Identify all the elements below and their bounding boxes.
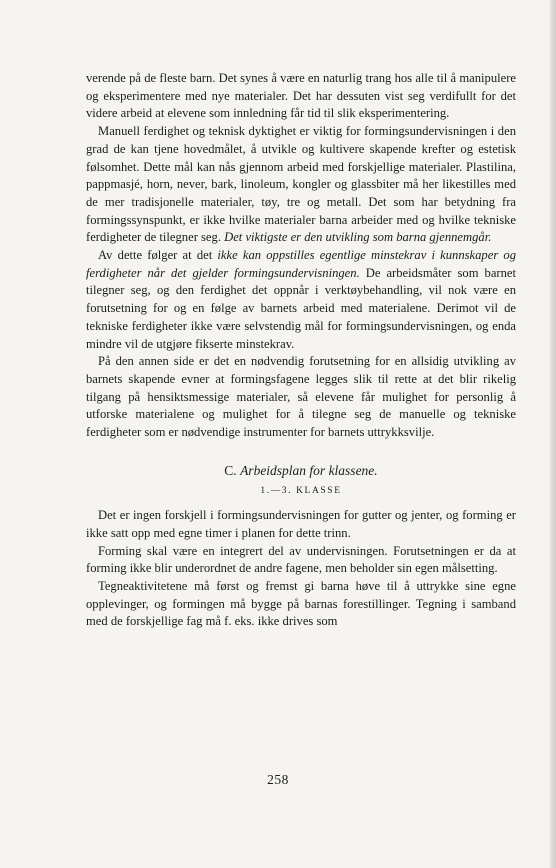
paragraph-3-text-a: Av dette følger at det (98, 248, 218, 263)
scan-edge-shadow (550, 0, 556, 868)
paragraph-1 (86, 70, 516, 123)
paragraph-6 (86, 543, 516, 578)
section-subheading: 1.—3. KLASSE (260, 486, 342, 497)
paragraph-2 (86, 123, 516, 247)
body-text (86, 70, 516, 631)
paragraph-3-text-b: De arbeidsmåter som barnet tilegner seg, og den ferdighet det oppnår i verktøybehandling, vil nok være en forutsetning for og en følge av barnets arbeid med materialene. Derimot vil de tekniske ferdigheter ikke være selvstendig mål for formingsundervisningen, og enda mindre vil de utgjøre fikserte minstekrav. (86, 265, 516, 351)
paragraph-7-text: Tegneaktivitetene må først og fremst gi barna høve til å uttrykke sine egne opplevinger, og formingen må bygge på barnas forestillinger. Tegning i samband med de forskjellige fag må f. eks. ikke drives som (86, 578, 516, 629)
section-heading-title: Arbeidsplan for klassene. (240, 462, 378, 478)
paragraph-1-text: verende på de fleste barn. Det synes å være en naturlig trang hos alle til å manipulere og eksperimentere med nye materialer. Det har dessuten vist seg verdifullt for det videre arbeid at elevene som innledning får tid til slik eksperimentering. (86, 71, 516, 121)
section-heading (86, 462, 516, 480)
paragraph-7 (86, 578, 516, 631)
paragraph-2-text: Manuell ferdighet og teknisk dyktighet er viktig for formingsundervisningen i den grad de kan tjene hovedmålet, å utvikle og kultivere skapende krefter og estetisk følsomhet. Dette mål kan nås gjennom arbeid med forskjellige materialer. Plastilina, pappmasjé, horn, never, bark, linoleum, kongler og glassbiter må her likestilles med de mer tradisjonelle materialer, tøy, tre og metall. Det som har betydning fra formingssynspunkt, er ikke hvilke materialer barna arbeider med og hvilke tekniske ferdigheter de tilegner seg. (86, 124, 516, 245)
section-heading-prefix: C. (224, 462, 241, 478)
page-number: 258 (267, 772, 289, 787)
paragraph-5 (86, 507, 516, 542)
paragraph-3 (86, 247, 516, 353)
paragraph-3-italic: ikke kan oppstilles egentlige minstekrav i kunnskaper og ferdigheter når det gjelder formingsundervisningen. (86, 248, 516, 280)
paragraph-2-italic: Det viktigste er den utvikling som barna gjennemgår. (224, 230, 492, 245)
paragraph-4 (86, 353, 516, 442)
paragraph-4-text: På den annen side er det en nødvendig forutsetning for en allsidig utvikling av barnets skapende evner at formingsfagene legges slik til rette at det blir rikelig tilgang på hensiktsmessige materialer, så elevene får mulighet for personlig å utforske materialene og mulighet for å tilegne seg de manuelle og tekniske ferdigheter som er nødvendige instrumenter for barnets uttrykksvilje. (86, 354, 516, 440)
paragraph-5-text: Det er ingen forskjell i formingsundervisningen for gutter og jenter, og forming er ikke satt opp med egne timer i planen for dette trinn. (86, 508, 516, 540)
paragraph-6-text: Forming skal være en integrert del av undervisningen. Forutsetningen er da at forming ikke blir underordnet de andre fagene, men beholder sin egen målsetting. (86, 543, 516, 576)
